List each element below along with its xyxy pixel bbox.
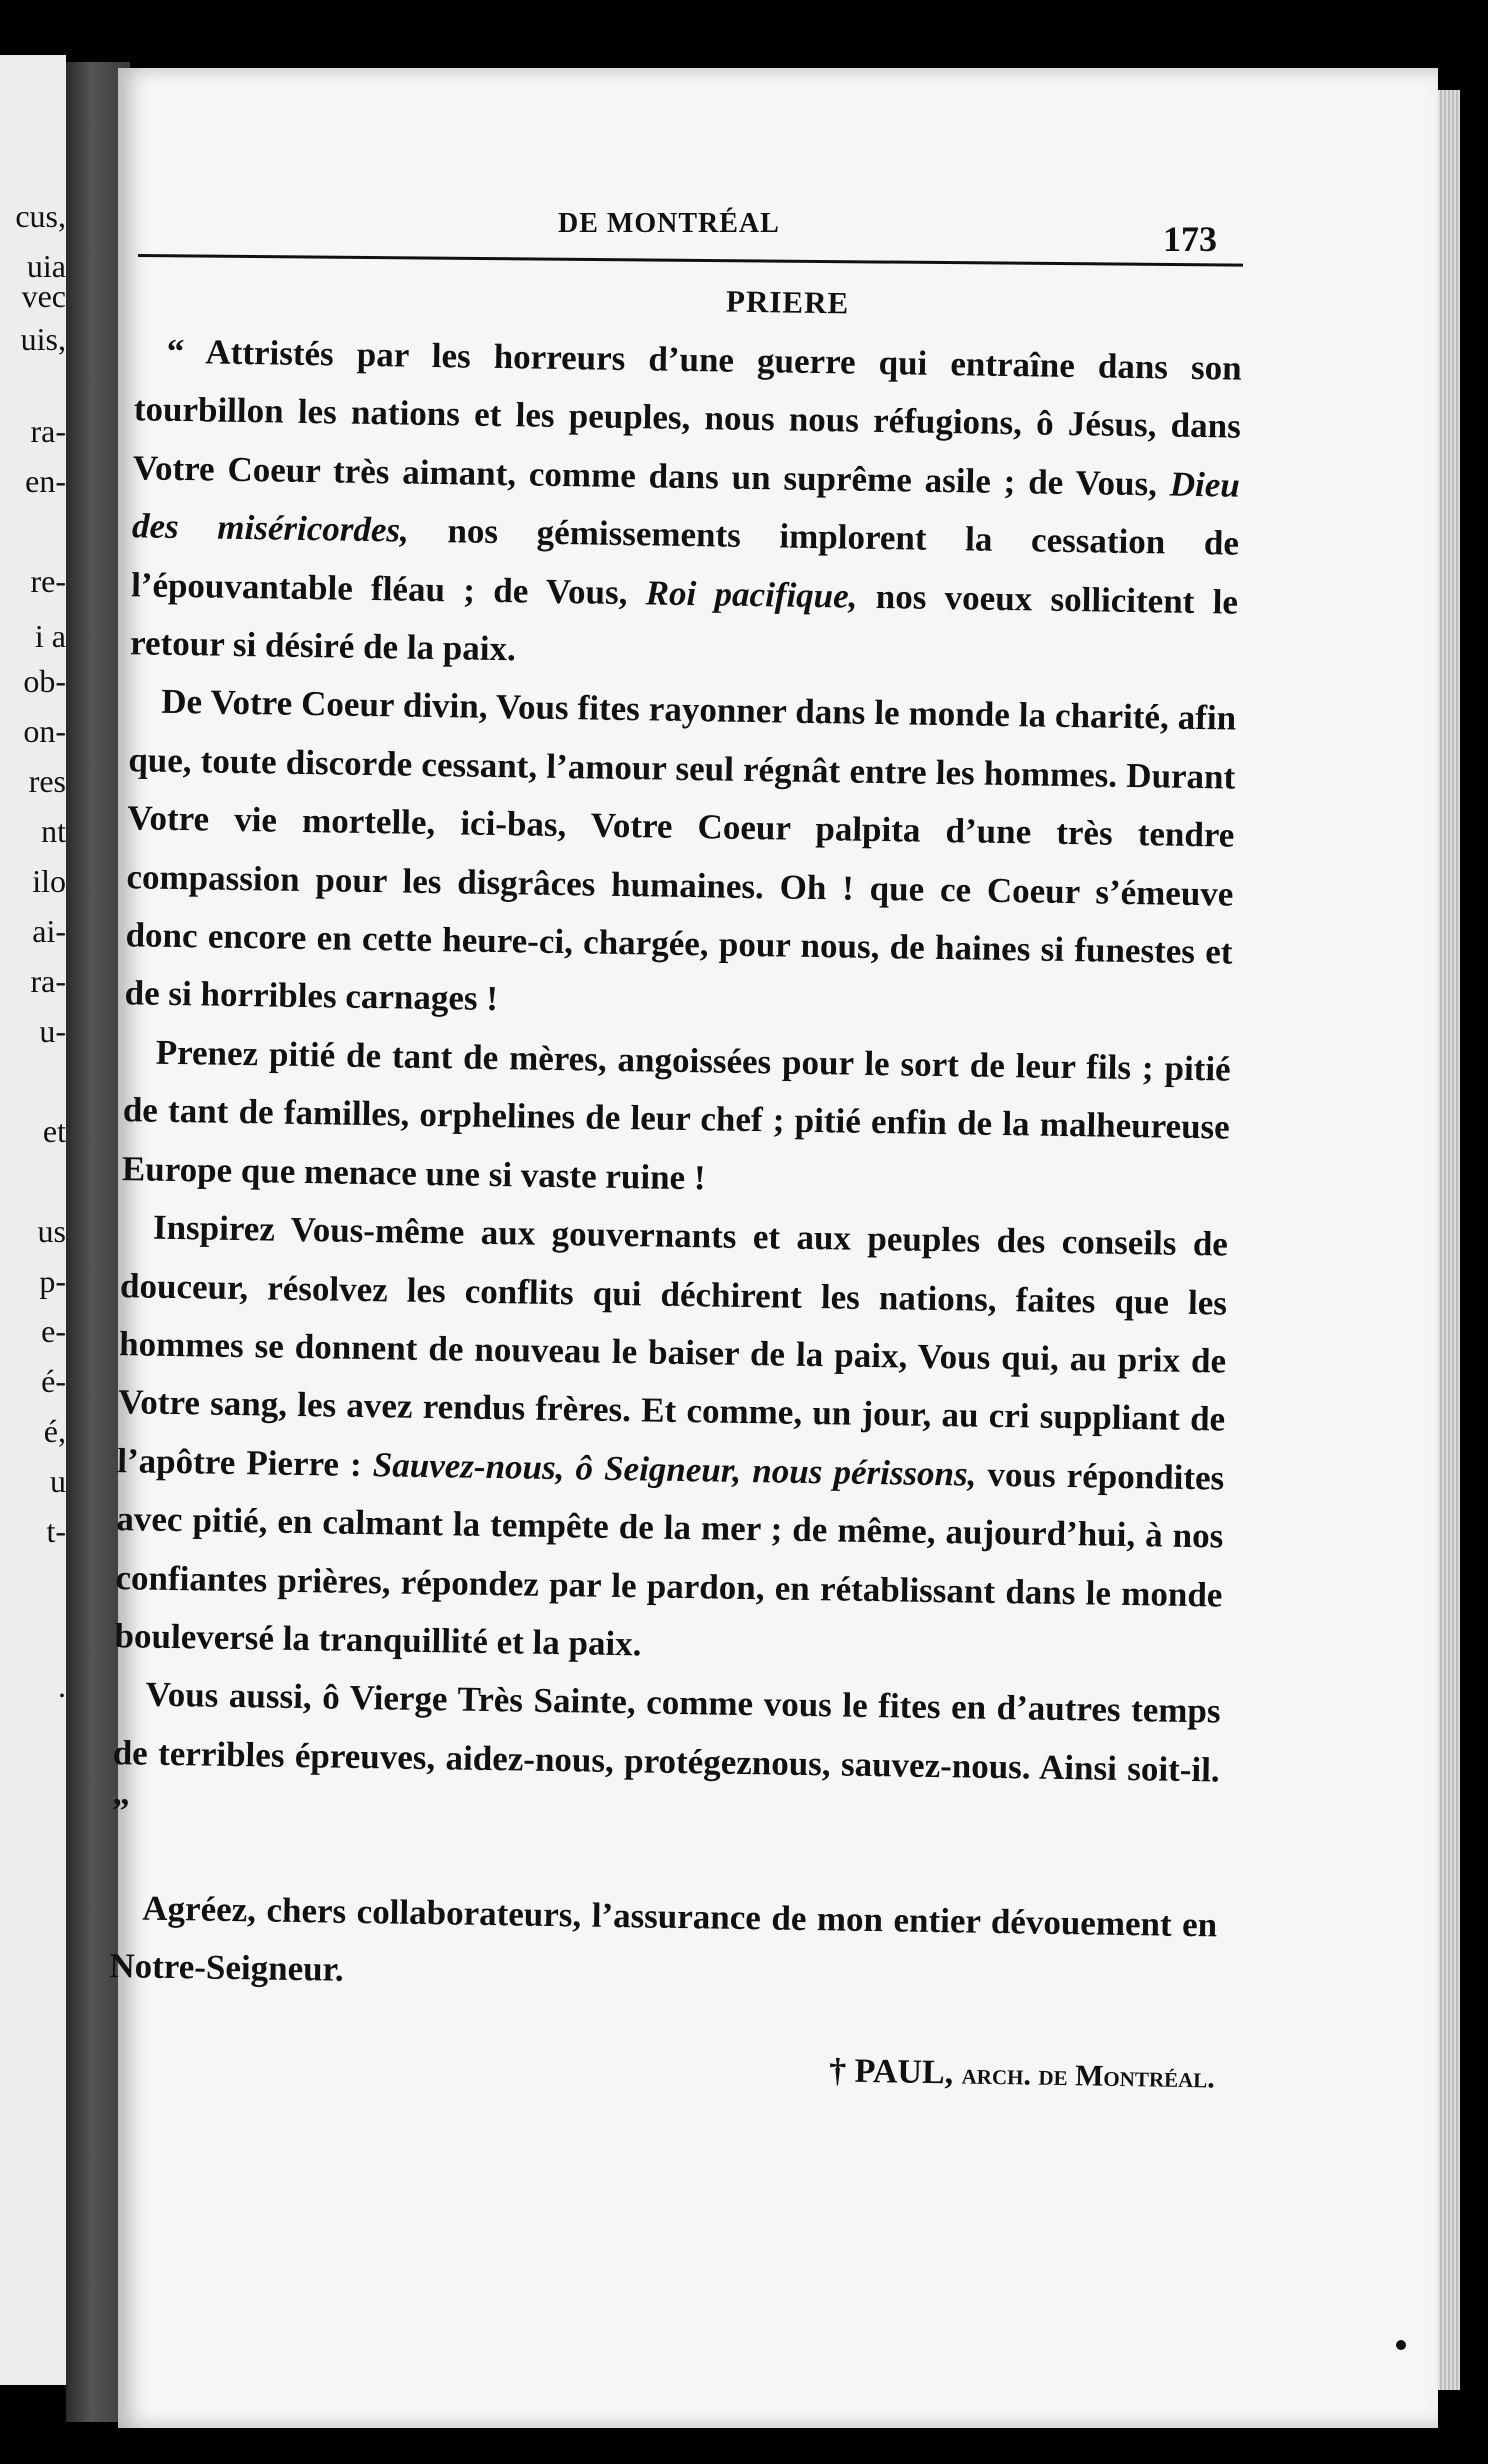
text-run: Inspirez Vous-même aux gouvernants et aux peuples des conseils de douceur, résolvez les conflits qui déchirent les nations, faites que les hommes se donnent de nouveau le baiser de la paix, Vous qui, au prix de Votre sang, les avez rendus frères. Et comme, un jour, au cri suppliant de l’apôtre Pierre : [117, 1207, 1229, 1484]
left-page-fragment: re- [30, 563, 66, 599]
left-page-fragment: é- [41, 1363, 66, 1399]
left-page-fragment: ilo [32, 863, 66, 899]
prayer-paragraph-1 [130, 322, 1242, 690]
left-page-fragment: uis, [20, 321, 66, 357]
prayer-paragraph-5: Vous aussi, ô Vierge Très Sainte, comme vous le fites en d’autres temps de terribles épreuves, aidez-nous, protégeznous, sauvez-nous. Ainsi soit-il. ” [111, 1674, 1221, 1831]
italic-phrase: Dieu des miséricordes, [131, 464, 1241, 550]
left-page-fragment: t- [46, 1513, 66, 1549]
left-page-fragment: res [28, 763, 66, 799]
text-run: nos voeux sollicitent le retour si désiré de la paix. [129, 576, 1239, 669]
cross-symbol: † [828, 2052, 847, 2091]
left-page-fragment: ra- [30, 963, 66, 999]
left-page-fragment: . [58, 1668, 66, 1704]
left-page-fragment: uia [26, 248, 66, 284]
text-run: “ Attristés par les horreurs d’une guerre qui entraîne dans son tourbillon les nations et les peuples, nous nous réfugions, ô Jésus, dans Votre Coeur très aimant, comme dans un suprême asile ; de Vous, [132, 331, 1242, 504]
prayer-paragraph-3: Prenez pitié de tant de mères, angoissées pour le sort de leur fils ; pitié de tant de familles, orphelines de leur chef ; pitié enfin de la malheureuse Europe que menace une si vaste ruine ! [121, 1032, 1231, 1198]
left-page-fragment: on- [23, 713, 66, 749]
left-page-fragment: ob- [23, 663, 66, 699]
left-page-fragment: et [42, 1113, 66, 1149]
left-page-fragment: ra- [30, 413, 66, 449]
signature-title: arch. de Montréal. [961, 2057, 1216, 2095]
page-number: 173 [1163, 219, 1217, 259]
running-head: DE MONTRÉAL [558, 208, 780, 239]
left-page-fragment: u [50, 1463, 66, 1499]
header-rule [138, 254, 1243, 267]
text-run: nos gémissements implorent la cessation de l’épouvantable fléau ; de Vous, [130, 510, 1240, 612]
left-page-fragment: en- [25, 463, 66, 499]
left-page-fragment: vec [21, 278, 66, 314]
ink-spot [1396, 2340, 1406, 2350]
closing-paragraph: Agréez, chers collaborateurs, l’assurance de mon entier dévouement en Notre-Seigneur. [109, 1888, 1218, 1989]
prayer-paragraph-2: De Votre Coeur divin, Vous fites rayonner dans le monde la charité, afin que, toute discorde cessant, l’amour seul régnât entre les hommes. Durant Votre vie mortelle, ici-bas, Votre Coeur palpita d’une très tendre compassion pour les disgrâces humaines. Oh ! que ce Coeur s’émeuve donc encore en cette heure-ci, chargée, pour nous, de haines si funestes et de si horribles carnages ! [124, 682, 1237, 1019]
signature [90, 2041, 1215, 2097]
italic-phrase: Roi pacifique, [645, 572, 858, 616]
left-page-fragment: cus, [15, 198, 66, 234]
left-page-fragment: u- [39, 1013, 66, 1049]
body-text [90, 274, 1438, 2100]
left-page-fragment: p- [39, 1263, 66, 1299]
italic-phrase: Sauvez-nous, ô Seigneur, nous périssons, [372, 1444, 977, 1494]
signature-name: PAUL, [854, 2053, 954, 2092]
left-page-fragment: é, [43, 1413, 66, 1449]
left-page-fragment: e- [41, 1313, 66, 1349]
left-page-strip [0, 55, 66, 2385]
text-run: vous répondites avec pitié, en calmant la tempête de la mer ; de même, aujourd’hui, à nos confiantes prières, répondez par le pardon, en rétablissant dans le monde bouleversé la tranquillité et la paix. [114, 1454, 1225, 1664]
left-page-fragment: i a [34, 618, 66, 654]
left-page-fragment: nt [41, 813, 66, 849]
book-page [109, 68, 1438, 2428]
prayer-paragraph-4 [114, 1198, 1228, 1683]
prayer-title: PRIERE [725, 283, 850, 321]
left-page-fragment: ai- [32, 913, 66, 949]
left-page-fragment: us [37, 1213, 66, 1249]
